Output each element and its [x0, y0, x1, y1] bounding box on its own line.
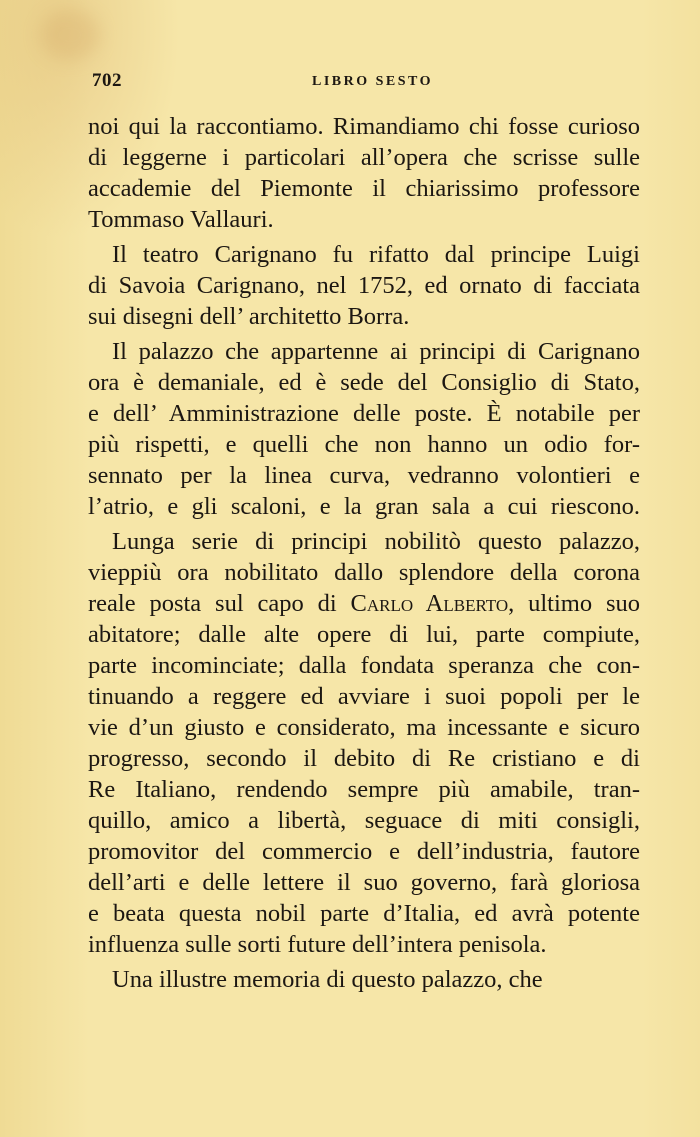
paragraph-start-line: Lunga serie di principi nobilitò questo palazzo, — [112, 528, 640, 555]
text-line: tinuando a reggere ed avviare i suoi popoli per le — [88, 683, 640, 710]
text-line: Re Italiano, rendendo sempre più amabile, tran- — [88, 776, 640, 803]
paragraph-start-line: Il teatro Carignano fu rifatto dal principe Luigi — [112, 241, 640, 268]
text-line: dell’arti e delle lettere il suo governo, farà gloriosa — [88, 869, 640, 896]
text-line: quillo, amico a libertà, seguace di miti consigli, — [88, 807, 640, 834]
text-line: influenza sulle sorti future dell’intera penisola. — [88, 931, 547, 958]
text-line: abitatore; dalle alte opere di lui, parte compiute, — [88, 621, 640, 648]
text-fragment: reale posta sul capo di — [88, 590, 351, 617]
text-line: di leggerne i particolari all’opera che scrisse sulle — [88, 144, 640, 171]
running-head: LIBRO SESTO — [312, 74, 434, 89]
text-line: noi qui la raccontiamo. Rimandiamo chi fosse curioso — [88, 113, 640, 140]
text-line: sennato per la linea curva, vedranno volontieri e — [88, 462, 640, 489]
page-stain — [40, 10, 100, 60]
text-line: l’atrio, e gli scaloni, e la gran sala a cui riescono. — [88, 493, 640, 520]
text-line: ora è demaniale, ed è sede del Consiglio di Stato, — [88, 369, 640, 396]
paragraph-start-line: Una illustre memoria di questo palazzo, che — [112, 966, 543, 993]
text-line: di Savoia Carignano, nel 1752, ed ornato di facciata — [88, 272, 640, 299]
page-number: 702 — [92, 70, 122, 91]
page-header — [92, 70, 622, 100]
text-line: vieppiù ora nobilitato dallo splendore della corona — [88, 559, 640, 586]
text-fragment: , ultimo suo — [508, 590, 641, 617]
text-line: sui disegni dell’ architetto Borra. — [88, 303, 410, 330]
text-line: Tommaso Vallauri. — [88, 206, 274, 233]
text-line: più rispetti, e quelli che non hanno un odio for- — [88, 431, 640, 458]
text-line: e dell’ Amministrazione delle poste. È notabile per — [88, 400, 640, 427]
text-line: parte incominciate; dalla fondata speranza che con- — [88, 652, 640, 679]
text-line: accademie del Piemonte il chiarissimo professore — [88, 175, 640, 202]
text-line: vie d’un giusto e considerato, ma incessante e sicuro — [88, 714, 640, 741]
paragraph-start-line: Il palazzo che appartenne ai principi di Carignano — [112, 338, 640, 365]
text-line: progresso, secondo il debito di Re cristiano e di — [88, 745, 640, 772]
person-name: Carlo Alberto — [350, 590, 509, 617]
text-line: promovitor del commercio e dell’industria, fautore — [88, 838, 640, 865]
text-line: e beata questa nobil parte d’Italia, ed avrà potente — [88, 900, 640, 927]
text-line — [88, 589, 640, 619]
